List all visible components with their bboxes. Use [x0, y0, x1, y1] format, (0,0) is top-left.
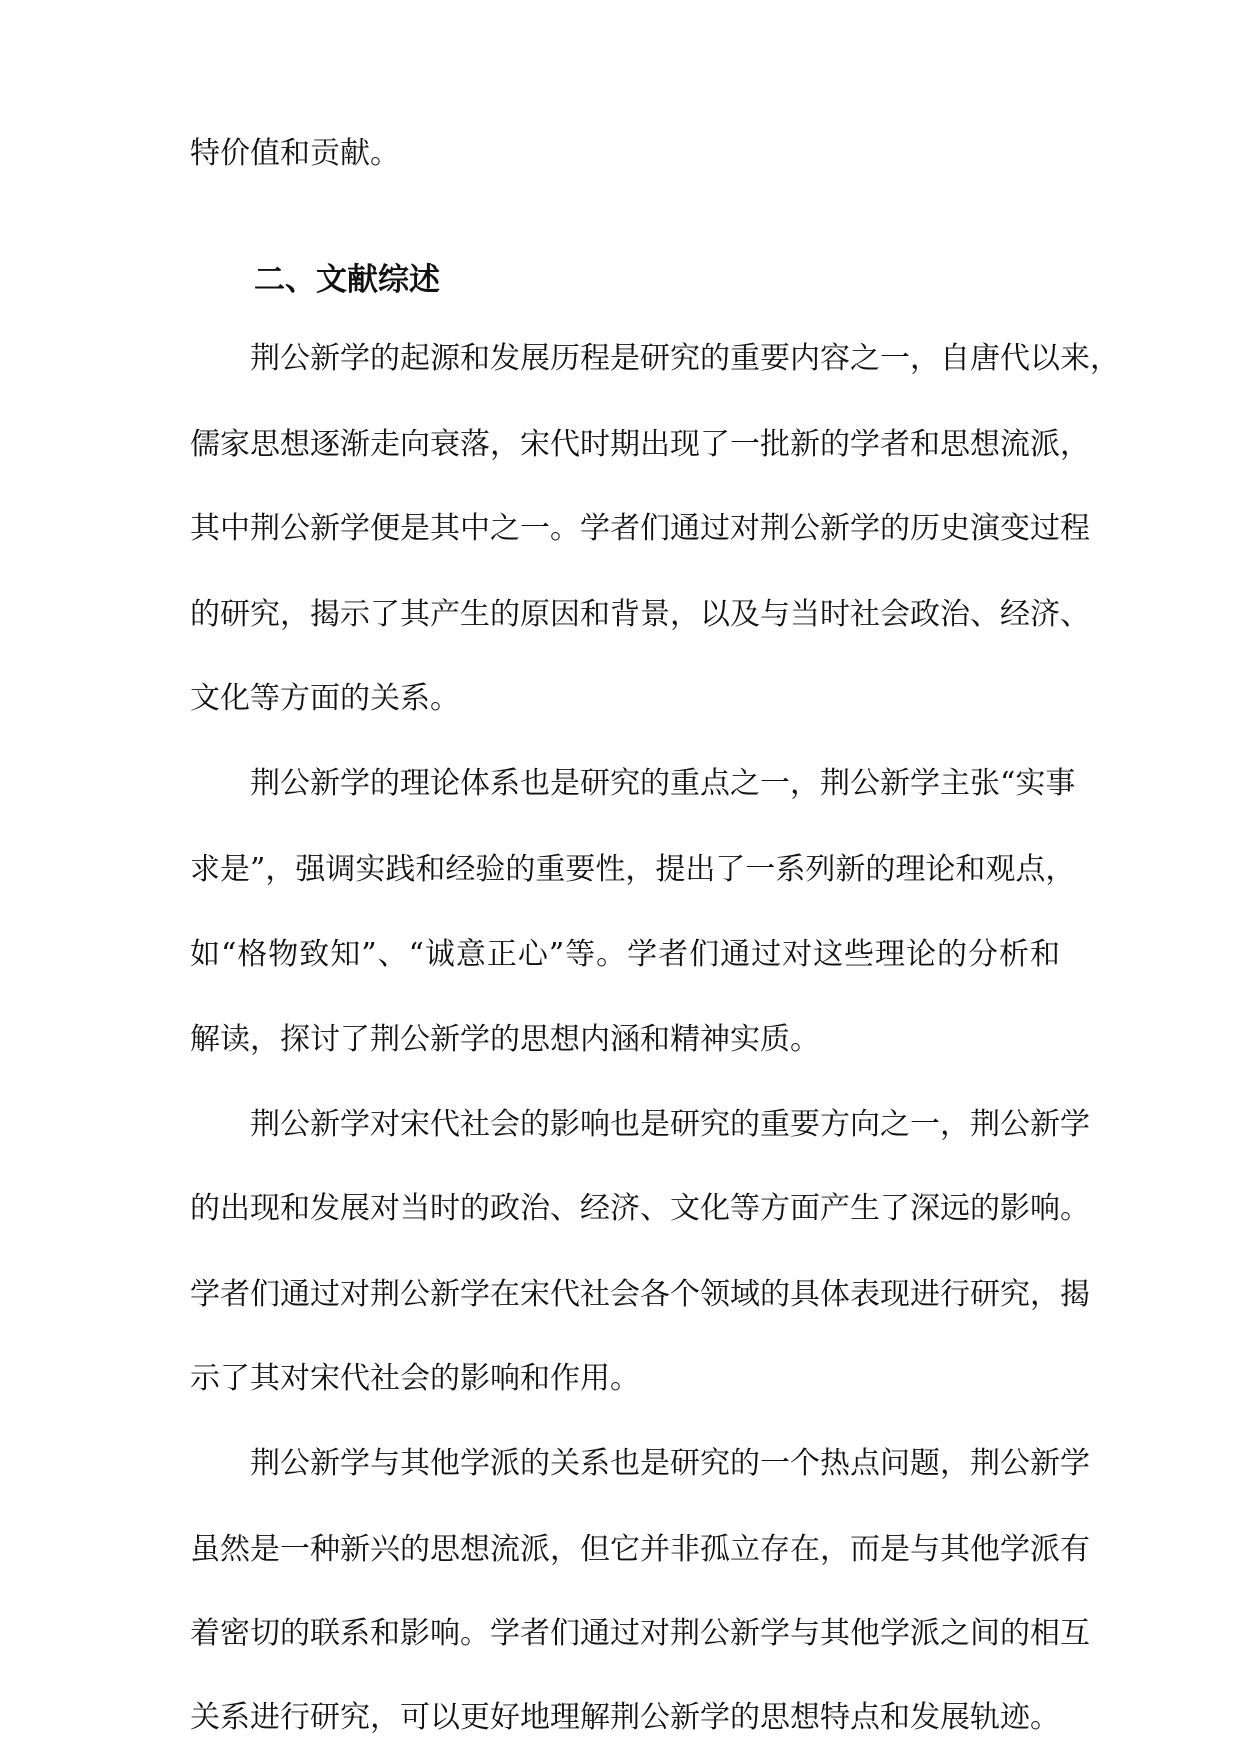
- section-heading: 二、文献综述: [254, 262, 440, 298]
- paragraph-3-line-3: 学者们通过对荆公新学在宋代社会各个领域的具体表现进行研究，揭: [190, 1277, 1090, 1312]
- paragraph-1-line-4: 的研究，揭示了其产生的原因和背景，以及与当时社会政治、经济、: [190, 597, 1090, 632]
- continued-text-line: 特价值和贡献。: [190, 136, 400, 171]
- paragraph-2-line-4: 解读，探讨了荆公新学的思想内涵和精神实质。: [190, 1022, 820, 1057]
- paragraph-4-line-3: 着密切的联系和影响。学者们通过对荆公新学与其他学派之间的相互: [190, 1616, 1090, 1651]
- paragraph-4-line-2: 虽然是一种新兴的思想流派，但它并非孤立存在，而是与其他学派有: [190, 1532, 1090, 1567]
- paragraph-3-line-1: 荆公新学对宋代社会的影响也是研究的重要方向之一，荆公新学: [250, 1107, 1090, 1142]
- paragraph-3-line-2: 的出现和发展对当时的政治、经济、文化等方面产生了深远的影响。: [190, 1191, 1090, 1226]
- paragraph-1-line-3: 其中荆公新学便是其中之一。学者们通过对荆公新学的历史演变过程: [190, 511, 1090, 546]
- paragraph-2-line-3: 如“格物致知”、“诚意正心”等。学者们通过对这些理论的分析和: [190, 937, 1060, 972]
- paragraph-4-line-1: 荆公新学与其他学派的关系也是研究的一个热点问题，荆公新学: [250, 1446, 1090, 1481]
- paragraph-1-line-1: 荆公新学的起源和发展历程是研究的重要内容之一，自唐代以来，: [250, 341, 1120, 376]
- paragraph-2-line-1: 荆公新学的理论体系也是研究的重点之一，荆公新学主张“实事: [250, 766, 1076, 801]
- paragraph-4-line-4: 关系进行研究，可以更好地理解荆公新学的思想特点和发展轨迹。: [190, 1700, 1060, 1735]
- paragraph-2-line-2: 求是”，强调实践和经验的重要性，提出了一系列新的理论和观点，: [190, 852, 1076, 887]
- paragraph-1-line-5: 文化等方面的关系。: [190, 681, 460, 716]
- paragraph-3-line-4: 示了其对宋代社会的影响和作用。: [190, 1361, 640, 1396]
- paragraph-1-line-2: 儒家思想逐渐走向衰落，宋代时期出现了一批新的学者和思想流派，: [190, 427, 1090, 462]
